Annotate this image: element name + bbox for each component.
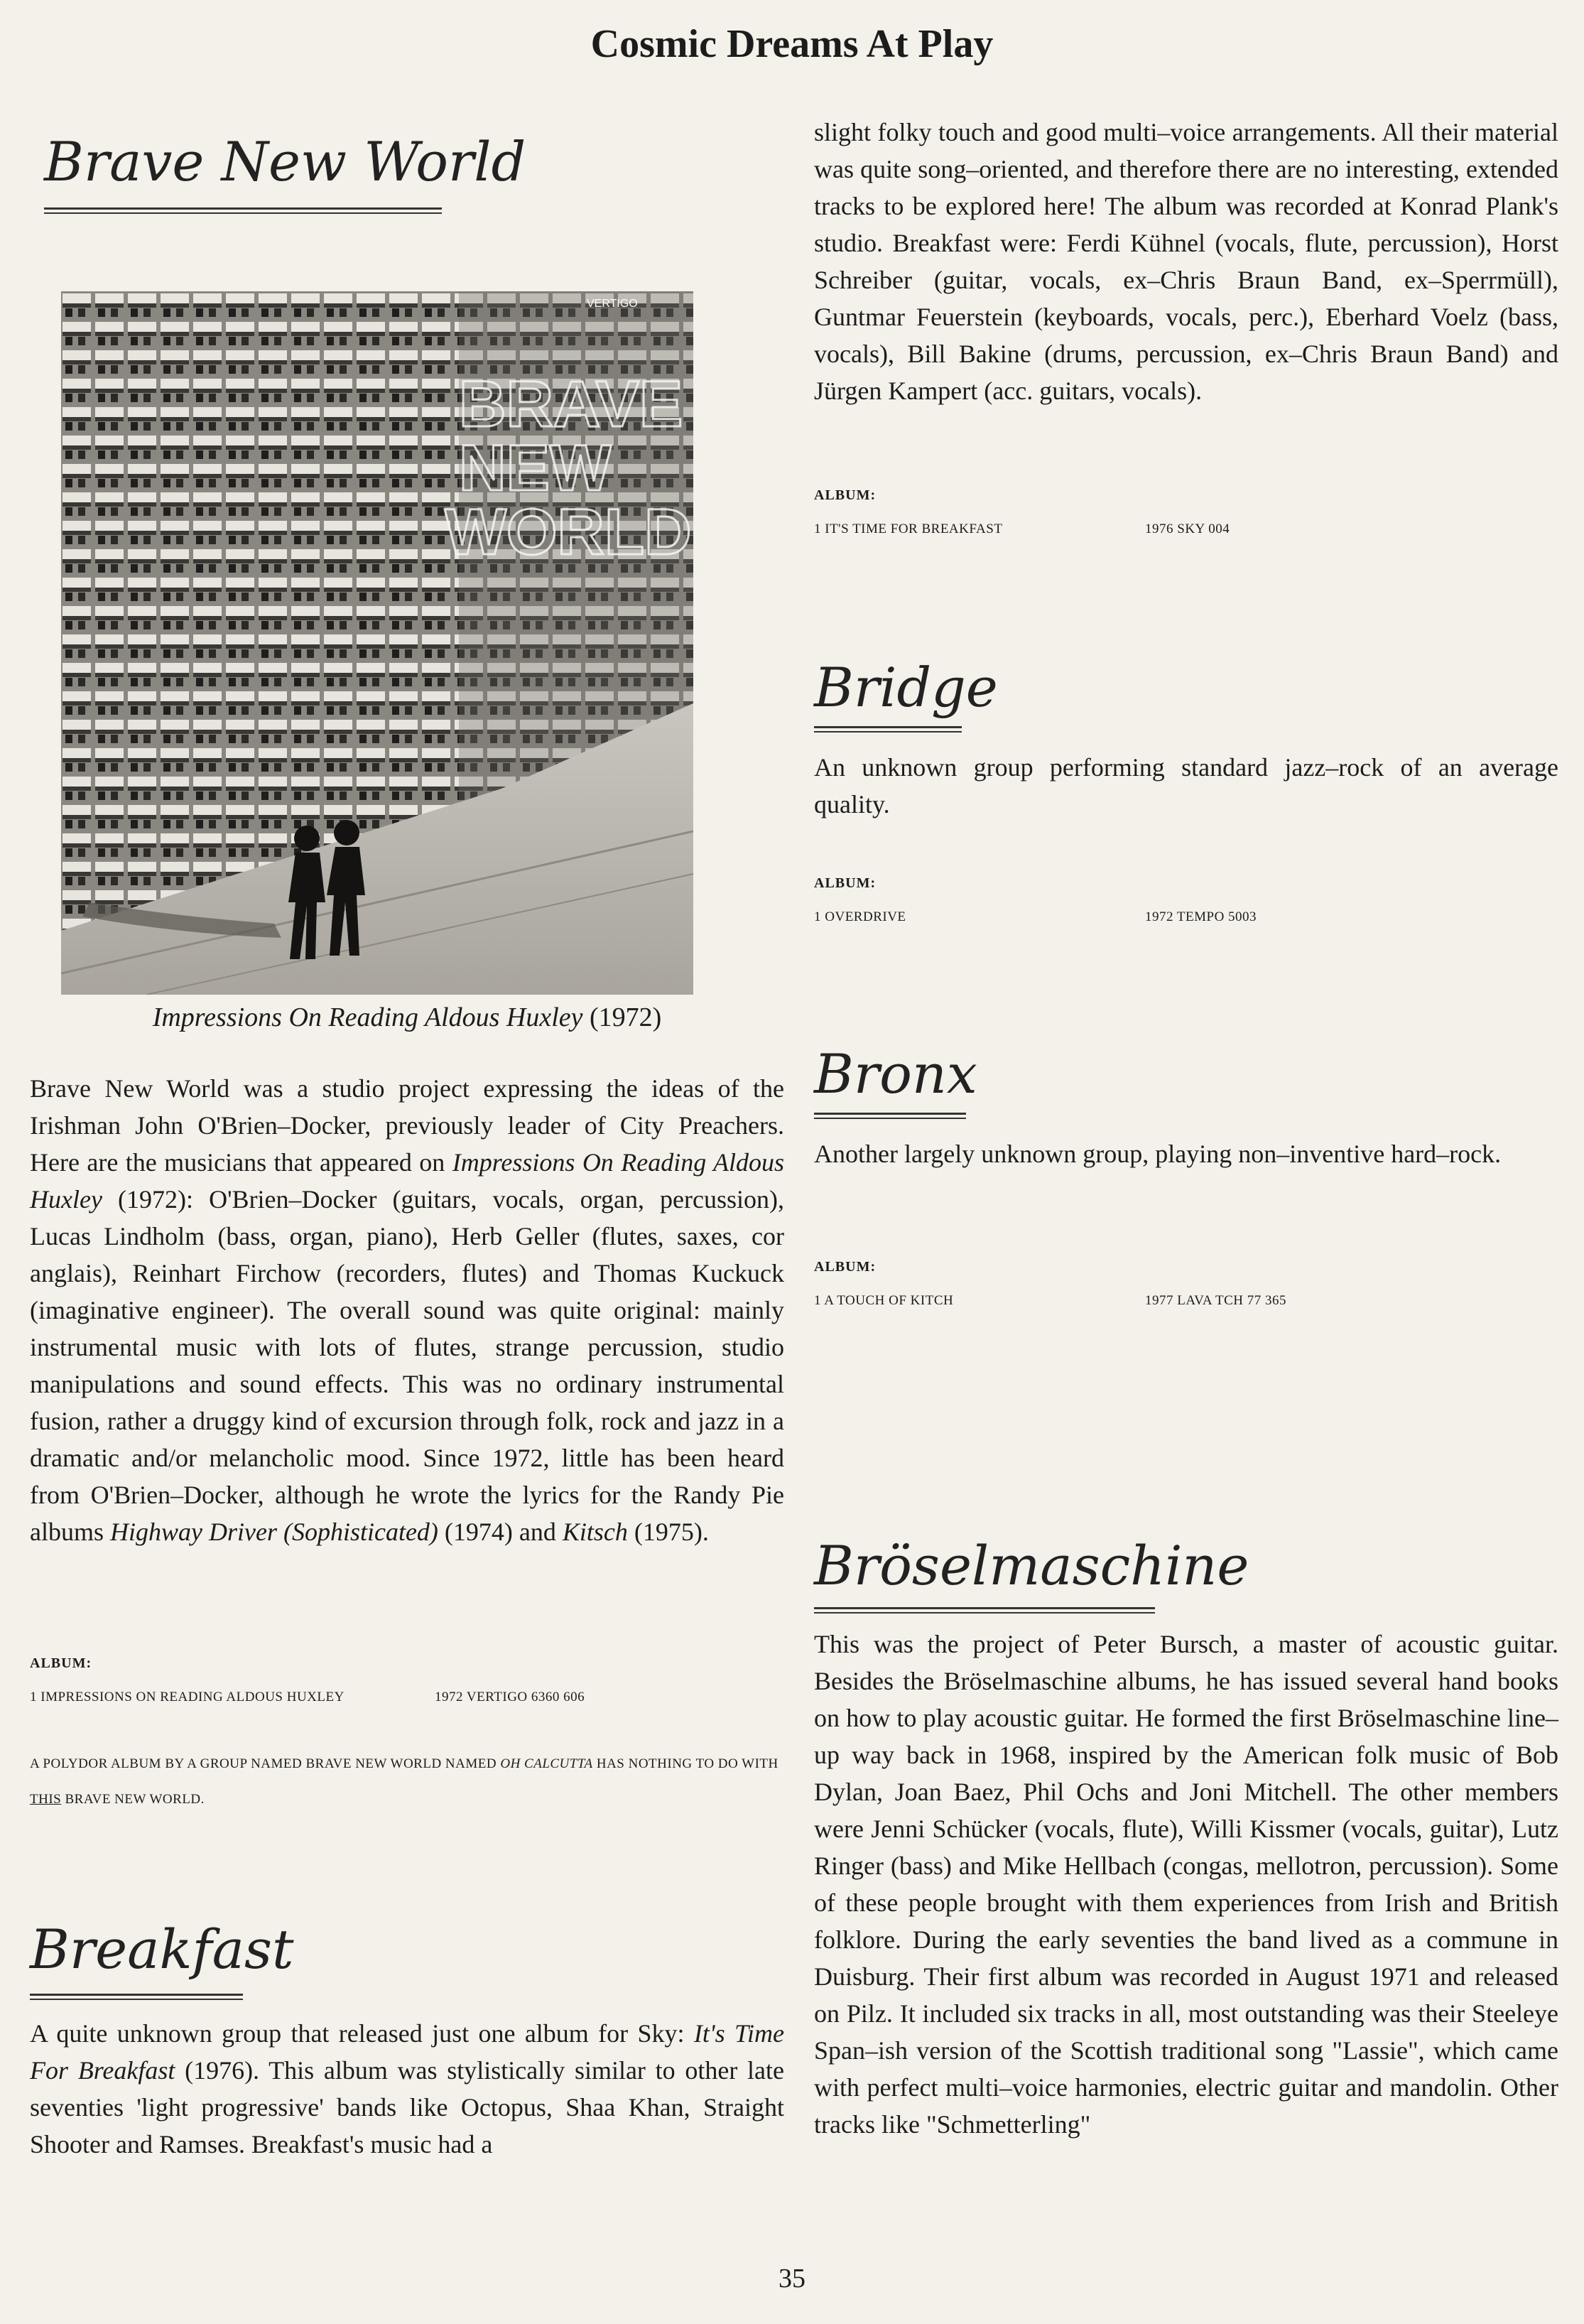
- heading-underline: [814, 1113, 966, 1119]
- heading-bridge: Bridge: [814, 656, 998, 719]
- heading-underline: [814, 726, 962, 733]
- album-title: 1 A TOUCH OF KITCH: [814, 1293, 954, 1308]
- album-release: 1972 TEMPO 5003: [1145, 909, 1257, 924]
- broselmaschine-body: This was the project of Peter Bursch, a master of acoustic guitar. Besides the Bröselmaschine albums, he has issued several hand books on how to play acoustic guitar. He formed the first Bröselmaschine line–up way back in 1968, inspired by the American folk music of Bob Dylan, Joan Baez, Phil Ochs and Joni Mitchell. The other members were Jenni Schücker (vocals, flute), Willi Kissmer (vocals, guitar), Lutz Ringer (bass) and Mike Hellbach (congas, mellotron, percussion). Some of these people brought with them experiences from Irish and British folklore. During the early seventies the band lived as a commune in Duisburg. Their first album was recorded in August 1971 and released on Pilz. It included six tracks in all, most outstanding was their Steeleye Span–ish version of the Scottish traditional song "Lassie", which came with perfect multi–voice harmonies, electric guitar and mandolin. Other tracks like "Schmetterling": [814, 1630, 1558, 2139]
- heading-underline: [44, 207, 442, 214]
- brave-new-world-note: A POLYDOR ALBUM BY A GROUP NAMED BRAVE NEW WORLD NAMED OH CALCUTTA HAS NOTHING TO DO WITH THIS BRAVE NEW WORLD.: [30, 1756, 779, 1807]
- album-cover-image: [61, 291, 693, 995]
- album-label: ALBUM:: [814, 1259, 877, 1275]
- heading-bronx: Bronx: [814, 1042, 977, 1106]
- heading-underline: [814, 1607, 1155, 1614]
- heading-breakfast: Breakfast: [30, 1918, 294, 1981]
- svg-text:WORLD: WORLD: [445, 496, 692, 568]
- album-release: 1972 VERTIGO 6360 606: [435, 1690, 585, 1704]
- album-title: 1 OVERDRIVE: [814, 909, 906, 924]
- svg-text:NEW: NEW: [459, 432, 612, 504]
- breakfast-body-start: A quite unknown group that released just one album for Sky: It's Time For Breakfast (1976). This album was stylistically similar to other late seventies 'light progressive' bands like Octopus, Shaa Khan, Straight Shooter and Ramses. Breakfast's music had a: [30, 2019, 785, 2158]
- caption-year: (1972): [590, 1002, 662, 1032]
- running-head: Cosmic Dreams At Play: [590, 22, 994, 66]
- svg-text:BRAVE: BRAVE: [459, 368, 683, 441]
- album-release: 1977 LAVA TCH 77 365: [1145, 1293, 1286, 1308]
- brave-new-world-body: Brave New World was a studio project expressing the ideas of the Irishman John O'Brien–Docker, previously leader of City Preachers. Here are the musicians that appeared on Impressions On Reading Aldous Huxley (1972): O'Brien–Docker (guitars, vocals, organ, percussion), Lucas Lindholm (bass, organ, piano), Herb Geller (flutes, saxes, cor anglais), Reinhart Firchow (recorders, flutes) and Thomas Kuckuck (imaginative engineer). The overall sound was quite original: mainly instrumental music with lots of flutes, strange percussion, studio manipulations and sound effects. This was no ordinary instrumental fusion, rather a druggy kind of excursion through folk, rock and jazz in a dramatic and/or melancholic mood. Since 1972, little has been heard from O'Brien–Docker, although he wrote the lyrics for the Randy Pie albums Highway Driver (Sophisticated) (1974) and Kitsch (1975).: [30, 1074, 784, 1546]
- page-number: 35: [779, 2264, 805, 2293]
- heading-underline: [30, 1994, 243, 2000]
- album-cover-caption: [30, 1002, 784, 1033]
- cover-label: VERTIGO: [587, 298, 638, 310]
- album-title: 1 IT'S TIME FOR BREAKFAST: [814, 521, 1003, 536]
- bronx-body: Another largely unknown group, playing non–inventive hard–rock.: [814, 1140, 1502, 1168]
- album-title: 1 IMPRESSIONS ON READING ALDOUS HUXLEY: [30, 1690, 345, 1704]
- album-release: 1976 SKY 004: [1145, 521, 1230, 536]
- breakfast-body-continued: slight folky touch and good multi–voice arrangements. All their material was quite song–oriented, and therefore there are no interesting, extended tracks to be explored here! The album was recorded at Konrad Plank's studio. Breakfast were: Ferdi Kühnel (vocals, flute, percussion), Horst Schreiber (guitar, vocals, ex–Chris Braun Band, ex–Sperrmüll), Guntmar Feuerstein (keyboards, vocals, perc.), Eberhard Voelz (bass, vocals), Bill Bakine (drums, percussion, ex–Chris Braun Band) and Jürgen Kampert (acc. guitars, vocals).: [814, 118, 1558, 405]
- heading-broselmaschine: Bröselmaschine: [814, 1534, 1249, 1597]
- album-label: ALBUM:: [30, 1655, 92, 1671]
- heading-brave-new-world: Brave New World: [44, 130, 526, 193]
- album-label: ALBUM:: [814, 487, 877, 503]
- bridge-body: An unknown group performing standard jazz–rock of an average quality.: [814, 753, 1558, 818]
- album-label: ALBUM:: [814, 875, 877, 891]
- caption-title: Impressions On Reading Aldous Huxley: [152, 1002, 583, 1032]
